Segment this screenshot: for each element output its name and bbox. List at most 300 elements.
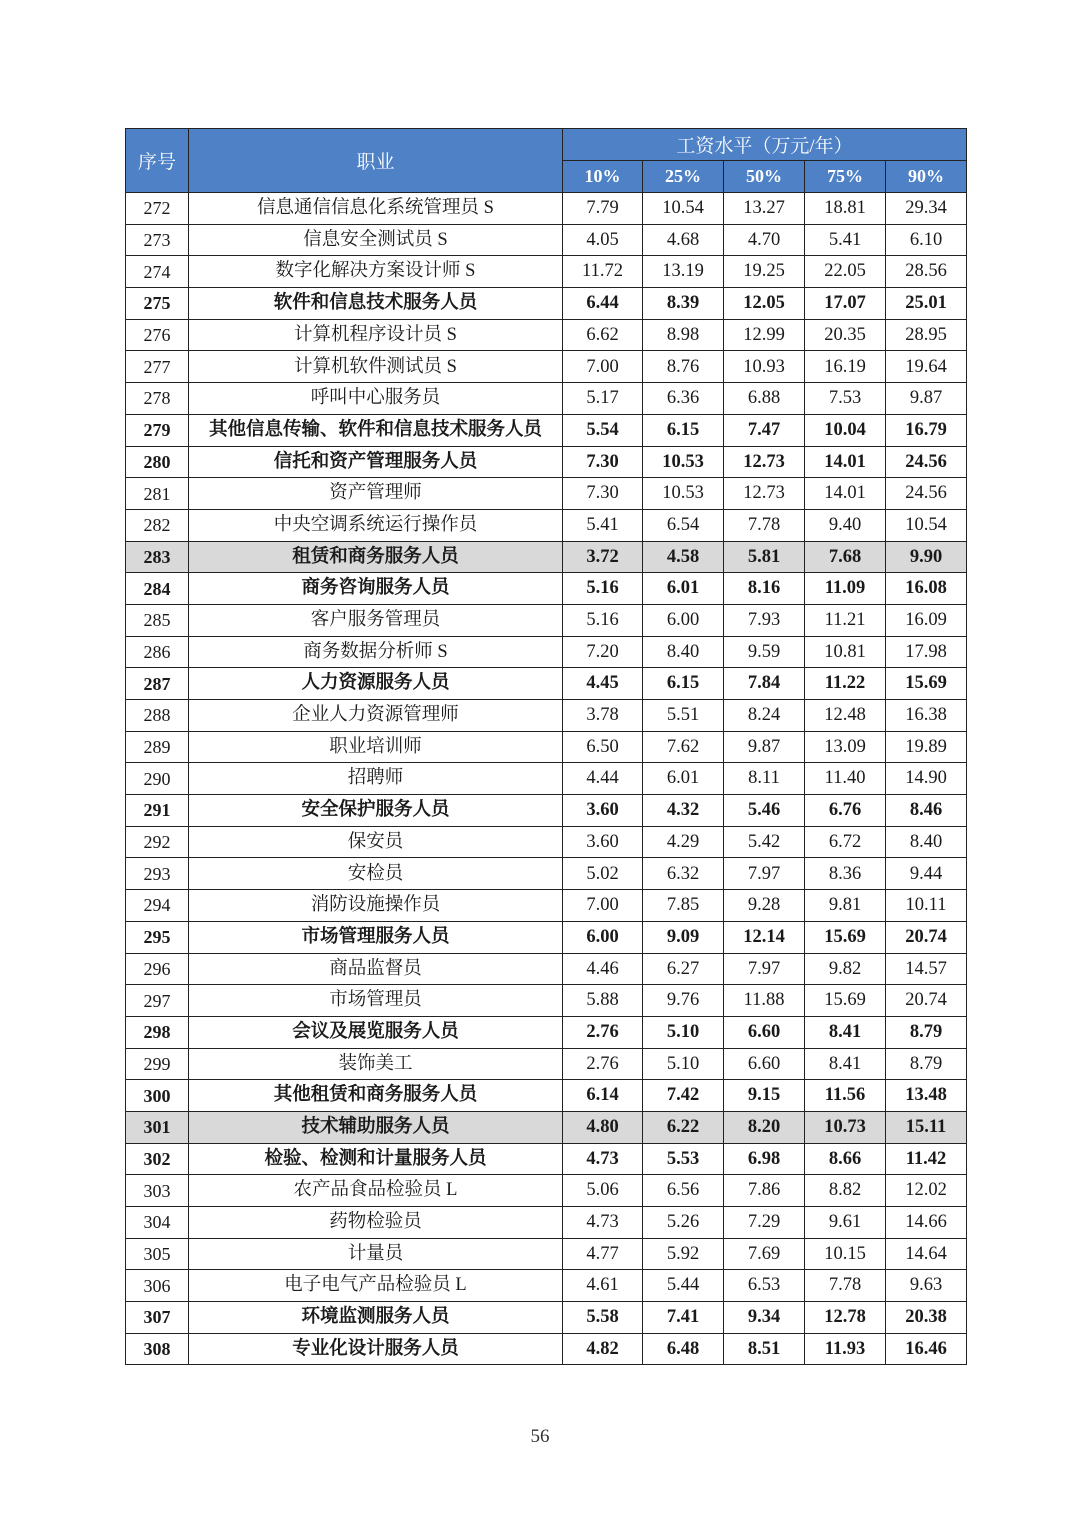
cell-p10: 3.60 (563, 826, 643, 858)
cell-p25: 6.54 (643, 509, 724, 541)
cell-p90: 16.46 (886, 1333, 967, 1365)
cell-p25: 6.01 (643, 763, 724, 795)
cell-p10: 5.02 (563, 858, 643, 890)
table-row (126, 351, 967, 383)
cell-p10: 6.50 (563, 731, 643, 763)
cell-p10: 5.17 (563, 383, 643, 415)
cell-job: 信托和资产管理服务人员 (189, 446, 563, 478)
cell-p10: 7.30 (563, 446, 643, 478)
cell-p25: 7.85 (643, 890, 724, 922)
cell-p10: 6.00 (563, 921, 643, 953)
cell-p75: 11.21 (805, 604, 886, 636)
cell-job: 中央空调系统运行操作员 (189, 509, 563, 541)
table-row (126, 1270, 967, 1302)
table-body (126, 193, 967, 1365)
cell-p50: 8.11 (724, 763, 805, 795)
cell-p90: 20.74 (886, 985, 967, 1017)
cell-p75: 8.66 (805, 1143, 886, 1175)
cell-p50: 9.15 (724, 1080, 805, 1112)
cell-p25: 10.53 (643, 478, 724, 510)
header-p75: 75% (805, 161, 886, 193)
cell-job: 商品监督员 (189, 953, 563, 985)
cell-seq: 277 (126, 351, 189, 383)
table-row (126, 1048, 967, 1080)
cell-seq: 273 (126, 224, 189, 256)
cell-p25: 6.27 (643, 953, 724, 985)
cell-p25: 8.76 (643, 351, 724, 383)
cell-p75: 13.09 (805, 731, 886, 763)
cell-p10: 3.72 (563, 541, 643, 573)
cell-p50: 7.93 (724, 604, 805, 636)
cell-seq: 292 (126, 826, 189, 858)
table-row (126, 1080, 967, 1112)
cell-job: 保安员 (189, 826, 563, 858)
cell-p10: 7.00 (563, 890, 643, 922)
cell-p90: 15.11 (886, 1111, 967, 1143)
cell-job: 商务数据分析师 S (189, 636, 563, 668)
cell-p50: 7.97 (724, 953, 805, 985)
cell-seq: 306 (126, 1270, 189, 1302)
header-p90: 90% (886, 161, 967, 193)
cell-p90: 28.95 (886, 319, 967, 351)
table-row (126, 700, 967, 732)
table-row (126, 795, 967, 827)
cell-job: 资产管理师 (189, 478, 563, 510)
cell-p10: 5.41 (563, 509, 643, 541)
cell-job: 人力资源服务人员 (189, 668, 563, 700)
cell-seq: 278 (126, 383, 189, 415)
cell-p25: 6.15 (643, 414, 724, 446)
cell-seq: 279 (126, 414, 189, 446)
cell-p90: 8.40 (886, 826, 967, 858)
cell-seq: 298 (126, 1016, 189, 1048)
cell-p90: 9.87 (886, 383, 967, 415)
cell-p50: 13.27 (724, 193, 805, 225)
cell-job: 农产品食品检验员 L (189, 1175, 563, 1207)
cell-p75: 22.05 (805, 256, 886, 288)
cell-p10: 4.44 (563, 763, 643, 795)
table-row (126, 383, 967, 415)
cell-job: 电子电气产品检验员 L (189, 1270, 563, 1302)
cell-p25: 5.10 (643, 1016, 724, 1048)
cell-p50: 8.20 (724, 1111, 805, 1143)
table-row (126, 256, 967, 288)
cell-seq: 283 (126, 541, 189, 573)
cell-p50: 8.51 (724, 1333, 805, 1365)
cell-p75: 8.41 (805, 1048, 886, 1080)
cell-p75: 8.82 (805, 1175, 886, 1207)
cell-p50: 7.69 (724, 1238, 805, 1270)
cell-job: 市场管理员 (189, 985, 563, 1017)
table-row (126, 636, 967, 668)
cell-job: 市场管理服务人员 (189, 921, 563, 953)
cell-p90: 9.63 (886, 1270, 967, 1302)
cell-seq: 276 (126, 319, 189, 351)
cell-p50: 5.46 (724, 795, 805, 827)
cell-p75: 12.48 (805, 700, 886, 732)
cell-p50: 12.05 (724, 288, 805, 320)
cell-p25: 7.62 (643, 731, 724, 763)
cell-job: 药物检验员 (189, 1207, 563, 1239)
cell-p75: 15.69 (805, 985, 886, 1017)
table-row (126, 1175, 967, 1207)
cell-job: 商务咨询服务人员 (189, 573, 563, 605)
cell-p25: 8.39 (643, 288, 724, 320)
cell-p75: 16.19 (805, 351, 886, 383)
cell-p10: 6.62 (563, 319, 643, 351)
cell-job: 其他信息传输、软件和信息技术服务人员 (189, 414, 563, 446)
cell-job: 环境监测服务人员 (189, 1302, 563, 1334)
cell-p25: 13.19 (643, 256, 724, 288)
cell-p90: 10.11 (886, 890, 967, 922)
cell-p50: 9.87 (724, 731, 805, 763)
cell-p75: 8.36 (805, 858, 886, 890)
table-row (126, 858, 967, 890)
cell-p90: 9.44 (886, 858, 967, 890)
cell-p90: 14.90 (886, 763, 967, 795)
cell-seq: 293 (126, 858, 189, 890)
cell-seq: 305 (126, 1238, 189, 1270)
cell-p25: 6.48 (643, 1333, 724, 1365)
cell-p75: 7.68 (805, 541, 886, 573)
cell-p75: 11.93 (805, 1333, 886, 1365)
cell-job: 会议及展览服务人员 (189, 1016, 563, 1048)
cell-p25: 7.41 (643, 1302, 724, 1334)
cell-seq: 297 (126, 985, 189, 1017)
cell-p75: 8.41 (805, 1016, 886, 1048)
table-row (126, 288, 967, 320)
cell-p25: 6.36 (643, 383, 724, 415)
table-row (126, 541, 967, 573)
cell-p10: 2.76 (563, 1016, 643, 1048)
cell-seq: 285 (126, 604, 189, 636)
cell-p25: 6.22 (643, 1111, 724, 1143)
cell-p90: 29.34 (886, 193, 967, 225)
cell-seq: 300 (126, 1080, 189, 1112)
table-row (126, 921, 967, 953)
cell-p10: 4.73 (563, 1143, 643, 1175)
cell-p90: 20.38 (886, 1302, 967, 1334)
table-row (126, 763, 967, 795)
cell-seq: 284 (126, 573, 189, 605)
cell-p90: 19.89 (886, 731, 967, 763)
cell-p25: 6.01 (643, 573, 724, 605)
table-row (126, 604, 967, 636)
cell-p10: 5.54 (563, 414, 643, 446)
cell-p10: 4.80 (563, 1111, 643, 1143)
cell-p50: 7.78 (724, 509, 805, 541)
cell-p25: 5.10 (643, 1048, 724, 1080)
header-salary-group: 工资水平（万元/年） (563, 129, 967, 161)
cell-p50: 9.28 (724, 890, 805, 922)
cell-p10: 5.16 (563, 604, 643, 636)
cell-job: 装饰美工 (189, 1048, 563, 1080)
table-row (126, 509, 967, 541)
cell-p75: 11.09 (805, 573, 886, 605)
cell-p50: 8.24 (724, 700, 805, 732)
cell-p10: 3.78 (563, 700, 643, 732)
cell-p25: 4.32 (643, 795, 724, 827)
cell-seq: 272 (126, 193, 189, 225)
table-row (126, 953, 967, 985)
cell-job: 企业人力资源管理师 (189, 700, 563, 732)
cell-p90: 14.57 (886, 953, 967, 985)
cell-p75: 12.78 (805, 1302, 886, 1334)
cell-p50: 8.16 (724, 573, 805, 605)
cell-p75: 15.69 (805, 921, 886, 953)
cell-p50: 5.81 (724, 541, 805, 573)
cell-p10: 7.20 (563, 636, 643, 668)
table-row (126, 1207, 967, 1239)
cell-p90: 25.01 (886, 288, 967, 320)
cell-p50: 12.14 (724, 921, 805, 953)
cell-p90: 24.56 (886, 446, 967, 478)
table-row (126, 668, 967, 700)
cell-p10: 7.00 (563, 351, 643, 383)
cell-p75: 11.40 (805, 763, 886, 795)
cell-p10: 4.82 (563, 1333, 643, 1365)
cell-job: 租赁和商务服务人员 (189, 541, 563, 573)
cell-job: 信息通信信息化系统管理员 S (189, 193, 563, 225)
cell-seq: 274 (126, 256, 189, 288)
cell-p75: 20.35 (805, 319, 886, 351)
table-row (126, 1302, 967, 1334)
cell-p75: 9.40 (805, 509, 886, 541)
header-seq: 序号 (126, 129, 189, 193)
cell-p90: 11.42 (886, 1143, 967, 1175)
cell-p50: 12.73 (724, 446, 805, 478)
cell-seq: 303 (126, 1175, 189, 1207)
cell-p10: 5.88 (563, 985, 643, 1017)
cell-job: 技术辅助服务人员 (189, 1111, 563, 1143)
table-row (126, 1016, 967, 1048)
cell-p25: 5.26 (643, 1207, 724, 1239)
cell-job: 其他租赁和商务服务人员 (189, 1080, 563, 1112)
page-number: 56 (530, 1426, 550, 1447)
cell-p25: 5.51 (643, 700, 724, 732)
cell-p90: 20.74 (886, 921, 967, 953)
cell-p75: 18.81 (805, 193, 886, 225)
cell-p50: 4.70 (724, 224, 805, 256)
cell-p50: 7.97 (724, 858, 805, 890)
cell-seq: 286 (126, 636, 189, 668)
cell-p75: 10.15 (805, 1238, 886, 1270)
cell-p50: 9.59 (724, 636, 805, 668)
cell-p50: 6.60 (724, 1016, 805, 1048)
cell-job: 计算机软件测试员 S (189, 351, 563, 383)
cell-p10: 5.58 (563, 1302, 643, 1334)
cell-p25: 4.58 (643, 541, 724, 573)
cell-seq: 307 (126, 1302, 189, 1334)
cell-job: 招聘师 (189, 763, 563, 795)
cell-p25: 4.29 (643, 826, 724, 858)
table-row (126, 224, 967, 256)
cell-p90: 6.10 (886, 224, 967, 256)
table-row (126, 446, 967, 478)
cell-p10: 6.14 (563, 1080, 643, 1112)
table-row (126, 193, 967, 225)
cell-seq: 302 (126, 1143, 189, 1175)
cell-p75: 11.22 (805, 668, 886, 700)
cell-p90: 28.56 (886, 256, 967, 288)
cell-job: 安全保护服务人员 (189, 795, 563, 827)
header-p25: 25% (643, 161, 724, 193)
cell-p75: 10.73 (805, 1111, 886, 1143)
cell-seq: 304 (126, 1207, 189, 1239)
cell-p25: 5.53 (643, 1143, 724, 1175)
cell-p75: 14.01 (805, 478, 886, 510)
table-row (126, 1111, 967, 1143)
cell-p10: 5.06 (563, 1175, 643, 1207)
cell-p25: 5.92 (643, 1238, 724, 1270)
cell-seq: 282 (126, 509, 189, 541)
cell-p50: 7.29 (724, 1207, 805, 1239)
cell-p75: 14.01 (805, 446, 886, 478)
table-row (126, 319, 967, 351)
cell-seq: 291 (126, 795, 189, 827)
cell-p90: 8.46 (886, 795, 967, 827)
cell-p90: 8.79 (886, 1048, 967, 1080)
cell-p10: 4.46 (563, 953, 643, 985)
cell-p90: 10.54 (886, 509, 967, 541)
cell-p50: 12.99 (724, 319, 805, 351)
cell-p10: 7.79 (563, 193, 643, 225)
cell-job: 消防设施操作员 (189, 890, 563, 922)
table-row (126, 890, 967, 922)
cell-p75: 9.61 (805, 1207, 886, 1239)
cell-p10: 4.05 (563, 224, 643, 256)
cell-p75: 10.81 (805, 636, 886, 668)
cell-seq: 287 (126, 668, 189, 700)
cell-p10: 11.72 (563, 256, 643, 288)
cell-p75: 6.72 (805, 826, 886, 858)
cell-p90: 9.90 (886, 541, 967, 573)
cell-p90: 14.66 (886, 1207, 967, 1239)
cell-p90: 16.08 (886, 573, 967, 605)
table-row (126, 1333, 967, 1365)
header-p50: 50% (724, 161, 805, 193)
cell-p50: 11.88 (724, 985, 805, 1017)
cell-job: 专业化设计服务人员 (189, 1333, 563, 1365)
cell-p25: 6.56 (643, 1175, 724, 1207)
cell-job: 信息安全测试员 S (189, 224, 563, 256)
cell-p50: 6.60 (724, 1048, 805, 1080)
cell-seq: 280 (126, 446, 189, 478)
cell-p10: 4.45 (563, 668, 643, 700)
cell-p25: 8.40 (643, 636, 724, 668)
cell-seq: 308 (126, 1333, 189, 1365)
cell-seq: 289 (126, 731, 189, 763)
cell-p75: 10.04 (805, 414, 886, 446)
cell-p10: 7.30 (563, 478, 643, 510)
cell-seq: 294 (126, 890, 189, 922)
cell-p10: 6.44 (563, 288, 643, 320)
cell-p50: 12.73 (724, 478, 805, 510)
cell-p10: 4.77 (563, 1238, 643, 1270)
cell-p50: 6.98 (724, 1143, 805, 1175)
cell-p75: 9.82 (805, 953, 886, 985)
cell-p25: 10.53 (643, 446, 724, 478)
table-row (126, 478, 967, 510)
cell-p10: 3.60 (563, 795, 643, 827)
cell-p90: 14.64 (886, 1238, 967, 1270)
cell-p90: 16.09 (886, 604, 967, 636)
cell-p25: 10.54 (643, 193, 724, 225)
cell-job: 软件和信息技术服务人员 (189, 288, 563, 320)
cell-seq: 288 (126, 700, 189, 732)
table-header (126, 129, 967, 193)
cell-job: 呼叫中心服务员 (189, 383, 563, 415)
cell-p90: 16.38 (886, 700, 967, 732)
cell-p10: 5.16 (563, 573, 643, 605)
cell-p50: 7.84 (724, 668, 805, 700)
cell-p25: 4.68 (643, 224, 724, 256)
cell-p75: 6.76 (805, 795, 886, 827)
cell-seq: 295 (126, 921, 189, 953)
cell-p90: 13.48 (886, 1080, 967, 1112)
table-row (126, 985, 967, 1017)
cell-job: 客户服务管理员 (189, 604, 563, 636)
cell-job: 检验、检测和计量服务人员 (189, 1143, 563, 1175)
cell-p90: 8.79 (886, 1016, 967, 1048)
cell-seq: 281 (126, 478, 189, 510)
cell-p90: 12.02 (886, 1175, 967, 1207)
cell-p50: 10.93 (724, 351, 805, 383)
cell-p50: 6.53 (724, 1270, 805, 1302)
cell-p50: 5.42 (724, 826, 805, 858)
cell-p90: 16.79 (886, 414, 967, 446)
table-row (126, 1143, 967, 1175)
cell-p25: 5.44 (643, 1270, 724, 1302)
cell-seq: 290 (126, 763, 189, 795)
cell-p90: 15.69 (886, 668, 967, 700)
cell-seq: 296 (126, 953, 189, 985)
cell-p50: 7.86 (724, 1175, 805, 1207)
cell-seq: 301 (126, 1111, 189, 1143)
cell-job: 数字化解决方案设计师 S (189, 256, 563, 288)
cell-p25: 9.76 (643, 985, 724, 1017)
cell-p90: 19.64 (886, 351, 967, 383)
cell-p25: 6.32 (643, 858, 724, 890)
cell-p10: 4.73 (563, 1207, 643, 1239)
table-row (126, 731, 967, 763)
cell-p25: 9.09 (643, 921, 724, 953)
cell-seq: 299 (126, 1048, 189, 1080)
salary-table (125, 128, 967, 1365)
header-p10: 10% (563, 161, 643, 193)
cell-p25: 8.98 (643, 319, 724, 351)
table-row (126, 573, 967, 605)
cell-p50: 7.47 (724, 414, 805, 446)
cell-p75: 5.41 (805, 224, 886, 256)
cell-p25: 7.42 (643, 1080, 724, 1112)
cell-p75: 11.56 (805, 1080, 886, 1112)
cell-p90: 17.98 (886, 636, 967, 668)
cell-seq: 275 (126, 288, 189, 320)
cell-p25: 6.15 (643, 668, 724, 700)
cell-p75: 9.81 (805, 890, 886, 922)
cell-p90: 24.56 (886, 478, 967, 510)
cell-p75: 7.78 (805, 1270, 886, 1302)
cell-p50: 6.88 (724, 383, 805, 415)
cell-p10: 4.61 (563, 1270, 643, 1302)
cell-p75: 17.07 (805, 288, 886, 320)
cell-job: 计算机程序设计员 S (189, 319, 563, 351)
cell-p10: 2.76 (563, 1048, 643, 1080)
cell-p50: 9.34 (724, 1302, 805, 1334)
cell-job: 计量员 (189, 1238, 563, 1270)
cell-p75: 7.53 (805, 383, 886, 415)
